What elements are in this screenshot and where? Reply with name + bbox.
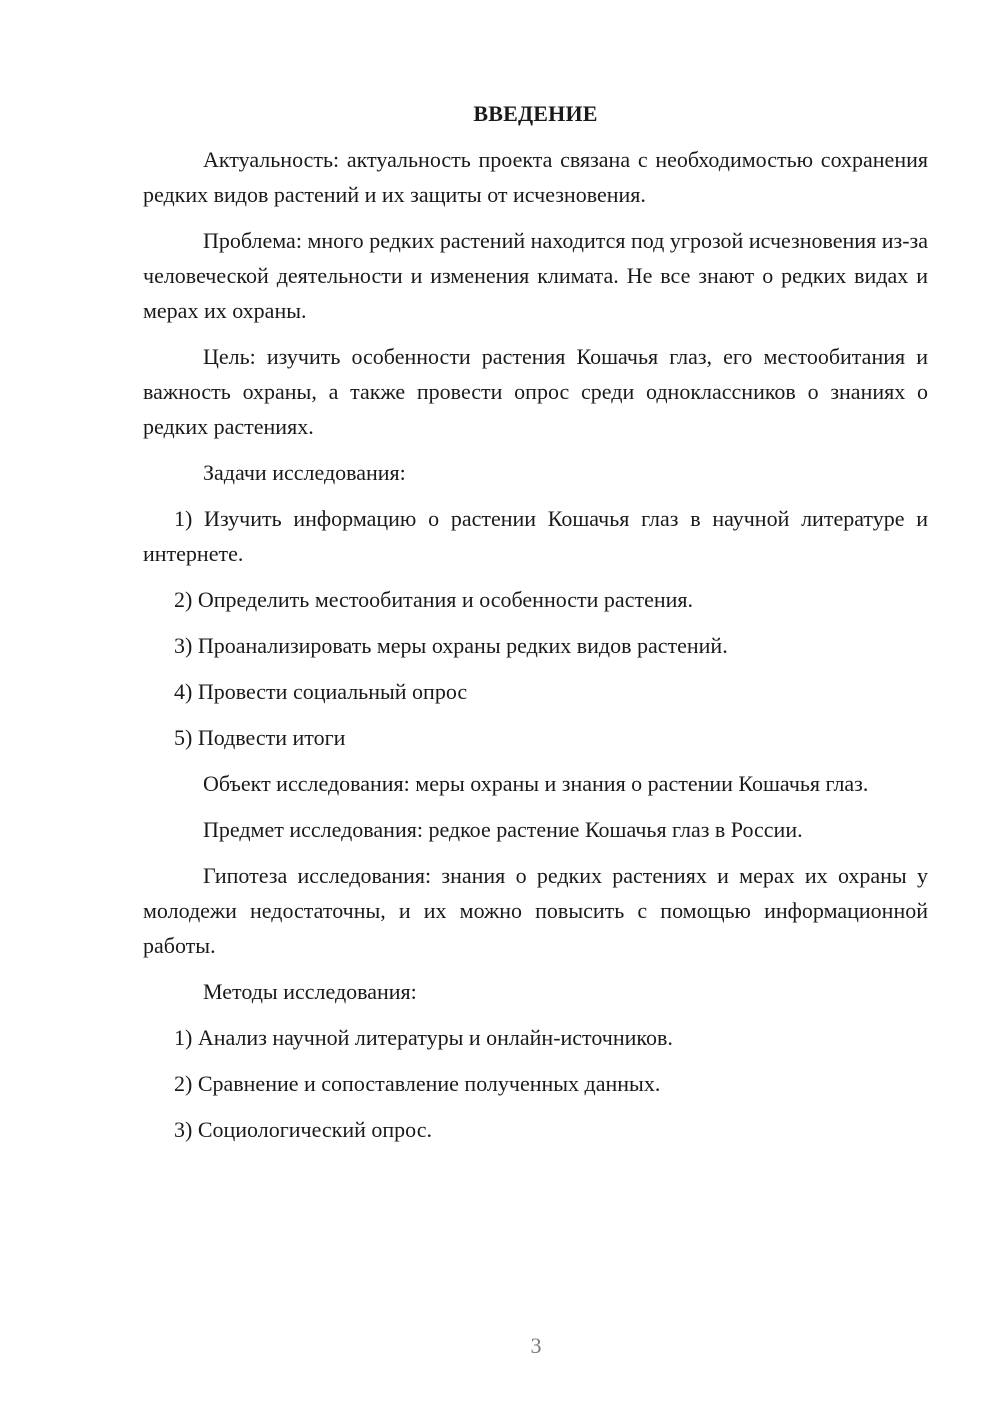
hypothesis-paragraph: Гипотеза исследования: знания о редких растениях и мерах их охраны у молодежи недостаточны, и их можно повысить с помощью информационной работы. xyxy=(143,863,928,958)
task-item-4: 4) Провести социальный опрос xyxy=(174,679,468,704)
tasks-heading: Задачи исследования: xyxy=(203,460,406,485)
task-item-2: 2) Определить местообитания и особенности растения. xyxy=(174,587,693,612)
method-item-1: 1) Анализ научной литературы и онлайн-источников. xyxy=(174,1025,673,1050)
object-paragraph: Объект исследования: меры охраны и знания о растении Кошачья глаз. xyxy=(203,771,869,796)
subject-paragraph: Предмет исследования: редкое растение Кошачья глаз в России. xyxy=(203,817,803,842)
relevance-paragraph: Актуальность: актуальность проекта связана с необходимостью сохранения редких видов растений и их защиты от исчезновения. xyxy=(143,147,928,207)
page-content xyxy=(143,96,928,1158)
method-item-3: 3) Социологический опрос. xyxy=(174,1117,432,1142)
task-item-5: 5) Подвести итоги xyxy=(174,725,346,750)
task-item-3: 3) Проанализировать меры охраны редких видов растений. xyxy=(174,633,728,658)
method-item-2: 2) Сравнение и сопоставление полученных данных. xyxy=(174,1071,661,1096)
section-title: ВВЕДЕНИЕ xyxy=(473,101,598,126)
methods-heading: Методы исследования: xyxy=(203,979,417,1004)
task-item-1: 1) Изучить информацию о растении Кошачья глаз в научной литературе и интернете. xyxy=(143,506,928,566)
problem-paragraph: Проблема: много редких растений находится под угрозой исчезновения из-за человеческой деятельности и изменения климата. Не все знают о редких видах и мерах их охраны. xyxy=(143,228,928,323)
goal-paragraph: Цель: изучить особенности растения Кошачья глаз, его местообитания и важность охраны, а также провести опрос среди одноклассников о знаниях о редких растениях. xyxy=(143,344,928,439)
page-number: 3 xyxy=(530,1333,542,1358)
